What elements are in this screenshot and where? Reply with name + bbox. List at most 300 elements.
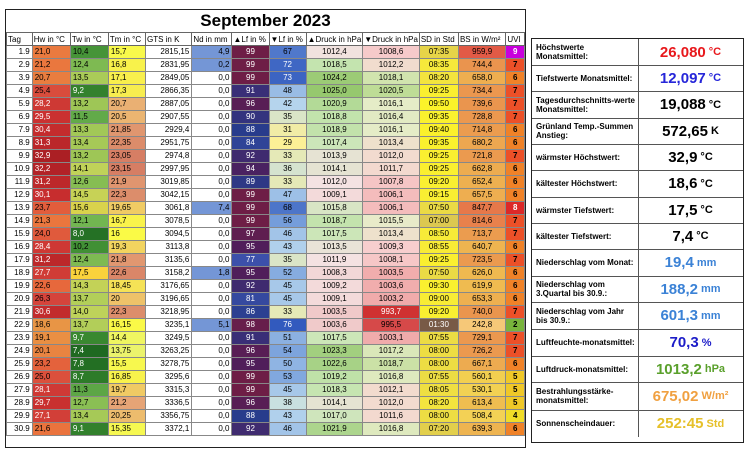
cell-lfmax: 96 — [232, 345, 269, 358]
cell-nd: 0,0 — [192, 176, 232, 189]
cell-sd: 08:20 — [419, 397, 458, 410]
cell-tm: 19,7 — [108, 384, 145, 397]
cell-sd: 09:25 — [419, 150, 458, 163]
cell-tw: 13,7 — [70, 319, 108, 332]
cell-pmax: 1017,4 — [306, 137, 363, 150]
cell-uvi: 7 — [506, 85, 525, 98]
cell-lfmax: 92 — [232, 150, 269, 163]
cell-lfmax: 84 — [232, 137, 269, 150]
cell-tw: 14,1 — [70, 163, 108, 176]
table-row — [7, 358, 525, 371]
cell-hw: 28,2 — [32, 98, 70, 111]
summary-label: Höchstwerte Monatsmittel: — [536, 43, 588, 61]
header-sd: SD in Std — [419, 33, 458, 46]
table-row — [7, 293, 525, 306]
cell-sd: 09:40 — [419, 124, 458, 137]
summary-number: 7,4 — [672, 227, 694, 245]
cell-tw: 9,2 — [70, 85, 108, 98]
summary-number: 18,6 — [668, 175, 698, 192]
cell-bs: 728,8 — [458, 111, 505, 124]
cell-lfmax: 95 — [232, 241, 269, 254]
summary-row — [532, 65, 743, 92]
cell-uvi: 6 — [506, 137, 525, 150]
cell-tw: 9,7 — [70, 332, 108, 345]
cell-pmin: 1012,0 — [363, 397, 420, 410]
cell-bs: 734,4 — [458, 85, 505, 98]
table-row — [7, 228, 525, 241]
header-hw: Hw in °C — [32, 33, 70, 46]
cell-pmax: 1008,3 — [306, 267, 363, 280]
cell-gts: 2951,75 — [145, 137, 191, 150]
cell-sd: 07:20 — [419, 423, 458, 436]
cell-hw: 29,7 — [32, 397, 70, 410]
cell-bs: 626,0 — [458, 267, 505, 280]
summary-number: 19,4 — [664, 254, 694, 271]
cell-bs: 726,2 — [458, 345, 505, 358]
summary-number: 17,5 — [668, 201, 698, 219]
summary-value — [638, 276, 742, 302]
cell-lfmax: 99 — [232, 215, 269, 228]
cell-tw: 12,7 — [70, 397, 108, 410]
table-row — [7, 241, 525, 254]
cell-gts: 3061,8 — [145, 202, 191, 215]
cell-day: 27.9 — [7, 384, 33, 397]
cell-lfmin: 31 — [269, 124, 306, 137]
cell-lfmin: 73 — [269, 72, 306, 85]
summary-number: 1013,2 — [655, 360, 702, 378]
cell-gts: 2887,05 — [145, 98, 191, 111]
cell-uvi: 7 — [506, 59, 525, 72]
cell-tw: 12,4 — [70, 59, 108, 72]
cell-sd: 07:00 — [419, 215, 458, 228]
cell-gts: 3278,75 — [145, 358, 191, 371]
cell-tw: 10,2 — [70, 241, 108, 254]
cell-gts: 3042,15 — [145, 189, 191, 202]
cell-tm: 15,7 — [108, 46, 145, 59]
cell-bs: 739,6 — [458, 98, 505, 111]
cell-pmax: 1003,6 — [306, 319, 363, 332]
cell-gts: 2815,15 — [145, 46, 191, 59]
cell-sd: 09:20 — [419, 176, 458, 189]
cell-hw: 21,0 — [32, 46, 70, 59]
cell-day: 17.9 — [7, 254, 33, 267]
cell-tm: 23,05 — [108, 150, 145, 163]
cell-day: 8.9 — [7, 137, 33, 150]
cell-tm: 16,85 — [108, 371, 145, 384]
cell-day: 15.9 — [7, 228, 33, 241]
cell-sd: 09:25 — [419, 163, 458, 176]
summary-value — [638, 223, 742, 249]
cell-pmin: 1012,0 — [363, 150, 420, 163]
cell-pmax: 1018,3 — [306, 384, 363, 397]
cell-lfmax: 88 — [232, 124, 269, 137]
table-row — [7, 254, 525, 267]
cell-tm: 13,75 — [108, 345, 145, 358]
cell-gts: 3295,6 — [145, 371, 191, 384]
header-day: Tag — [7, 33, 33, 46]
cell-nd: 4,9 — [192, 46, 232, 59]
summary-label: wärmster Höchstwert: — [536, 152, 621, 162]
cell-uvi: 7 — [506, 111, 525, 124]
header-nd: Nd in mm — [192, 33, 232, 46]
cell-gts: 3336,5 — [145, 397, 191, 410]
cell-hw: 24,0 — [32, 228, 70, 241]
cell-gts: 3249,5 — [145, 332, 191, 345]
cell-day: 16.9 — [7, 241, 33, 254]
cell-day: 28.9 — [7, 397, 33, 410]
cell-nd: 0,0 — [192, 215, 232, 228]
summary-label: kältester Tiefstwert: — [536, 231, 612, 241]
cell-day: 14.9 — [7, 215, 33, 228]
cell-bs: 508,4 — [458, 410, 505, 423]
summary-unit: K — [710, 125, 719, 137]
cell-lfmin: 51 — [269, 332, 306, 345]
cell-sd: 09:25 — [419, 254, 458, 267]
header-tw: Tw in °C — [70, 33, 108, 46]
header-tm: Tm in °C — [108, 33, 145, 46]
cell-tw: 8,7 — [70, 371, 108, 384]
cell-bs: 619,9 — [458, 280, 505, 293]
table-row — [7, 371, 525, 384]
cell-uvi: 5 — [506, 384, 525, 397]
cell-uvi: 6 — [506, 267, 525, 280]
cell-lfmin: 33 — [269, 306, 306, 319]
header-pmin: ▼Druck in hPa — [364, 34, 418, 44]
cell-nd: 1,8 — [192, 267, 232, 280]
cell-lfmin: 50 — [269, 358, 306, 371]
cell-bs: 959,9 — [458, 46, 505, 59]
cell-lfmax: 77 — [232, 254, 269, 267]
cell-sd: 08:00 — [419, 345, 458, 358]
summary-row — [532, 276, 743, 303]
summary-value — [638, 91, 742, 118]
summary-label: Niederschlag vom Monat: — [536, 258, 634, 267]
cell-day: 24.9 — [7, 345, 33, 358]
cell-uvi: 8 — [506, 202, 525, 215]
cell-tm: 14,4 — [108, 332, 145, 345]
cell-gts: 3372,1 — [145, 423, 191, 436]
cell-gts: 3356,75 — [145, 410, 191, 423]
summary-value — [638, 382, 742, 410]
cell-lfmax: 96 — [232, 98, 269, 111]
table-row — [7, 384, 525, 397]
cell-gts: 3176,65 — [145, 280, 191, 293]
cell-lfmin: 67 — [269, 46, 306, 59]
cell-lfmin: 46 — [269, 423, 306, 436]
table-row — [7, 202, 525, 215]
summary-label: wärmster Tiefstwert: — [536, 205, 615, 215]
cell-lfmin: 33 — [269, 150, 306, 163]
cell-day: 22.9 — [7, 319, 33, 332]
cell-uvi: 6 — [506, 241, 525, 254]
cell-sd: 09:20 — [419, 306, 458, 319]
cell-uvi: 7 — [506, 150, 525, 163]
cell-uvi: 6 — [506, 163, 525, 176]
cell-pmax: 1014,1 — [306, 397, 363, 410]
cell-tw: 13,7 — [70, 293, 108, 306]
summary-row — [532, 170, 743, 198]
cell-day: 6.9 — [7, 111, 33, 124]
cell-tm: 21,8 — [108, 254, 145, 267]
cell-sd: 09:30 — [419, 280, 458, 293]
cell-bs: 639,3 — [458, 423, 505, 436]
table-row — [7, 163, 525, 176]
cell-pmin: 1016,8 — [363, 371, 420, 384]
cell-uvi: 4 — [506, 410, 525, 423]
cell-day: 19.9 — [7, 280, 33, 293]
summary-value — [638, 39, 742, 65]
summary-value — [638, 329, 742, 356]
cell-pmax: 1018,5 — [306, 59, 363, 72]
summary-value — [638, 170, 742, 197]
cell-lfmin: 72 — [269, 59, 306, 72]
cell-uvi: 6 — [506, 423, 525, 436]
cell-pmax: 1024,2 — [306, 72, 363, 85]
cell-pmin: 1009,3 — [363, 241, 420, 254]
cell-pmin: 1011,7 — [363, 163, 420, 176]
cell-sd: 09:25 — [419, 85, 458, 98]
cell-pmin: 1011,6 — [363, 410, 420, 423]
summary-row — [532, 91, 743, 119]
cell-lfmin: 76 — [269, 319, 306, 332]
cell-lfmax: 89 — [232, 176, 269, 189]
cell-nd: 0,0 — [192, 332, 232, 345]
cell-gts: 3094,5 — [145, 228, 191, 241]
cell-sd: 07:50 — [419, 267, 458, 280]
cell-sd: 08:05 — [419, 384, 458, 397]
summary-row — [532, 197, 743, 224]
cell-pmax: 1023,3 — [306, 345, 363, 358]
cell-lfmax: 95 — [232, 267, 269, 280]
cell-tm: 16,7 — [108, 215, 145, 228]
summary-label: Tiefstwerte Monatsmittel: — [536, 73, 633, 83]
table-row — [7, 176, 525, 189]
cell-hw: 18,6 — [32, 319, 70, 332]
cell-pmax: 1022,6 — [306, 358, 363, 371]
cell-bs: 657,5 — [458, 189, 505, 202]
cell-gts: 3196,65 — [145, 293, 191, 306]
summary-value — [638, 65, 742, 91]
cell-nd: 0,0 — [192, 85, 232, 98]
cell-bs: 560,1 — [458, 371, 505, 384]
cell-tm: 20,5 — [108, 111, 145, 124]
cell-pmax: 1013,5 — [306, 241, 363, 254]
cell-hw: 20,7 — [32, 72, 70, 85]
cell-hw: 32,9 — [32, 150, 70, 163]
summary-label: Niederschlag vom Jahr bis 30.9.: — [536, 306, 625, 325]
cell-nd: 0,0 — [192, 228, 232, 241]
cell-hw: 30,6 — [32, 306, 70, 319]
cell-bs: 713,7 — [458, 228, 505, 241]
cell-pmin: 1020,5 — [363, 85, 420, 98]
summary-row — [532, 223, 743, 250]
cell-uvi: 6 — [506, 358, 525, 371]
summary-row — [532, 410, 743, 437]
summary-row — [532, 329, 743, 357]
cell-bs: 723,5 — [458, 254, 505, 267]
cell-gts: 2849,05 — [145, 72, 191, 85]
summary-label: Luftfeuchte-monatsmittel: — [536, 338, 635, 347]
cell-uvi: 5 — [506, 397, 525, 410]
cell-pmax: 1015,8 — [306, 202, 363, 215]
cell-day: 5.9 — [7, 98, 33, 111]
cell-nd: 0,0 — [192, 397, 232, 410]
table-row — [7, 215, 525, 228]
cell-lfmax: 99 — [232, 371, 269, 384]
cell-nd: 0,0 — [192, 345, 232, 358]
cell-hw: 21,3 — [32, 215, 70, 228]
cell-day: 7.9 — [7, 124, 33, 137]
summary-unit: mm — [700, 283, 721, 295]
cell-pmin: 1013,4 — [363, 228, 420, 241]
cell-sd: 07:55 — [419, 332, 458, 345]
cell-nd: 7,4 — [192, 202, 232, 215]
cell-tm: 20,7 — [108, 98, 145, 111]
cell-uvi: 6 — [506, 280, 525, 293]
cell-pmax: 1018,8 — [306, 111, 363, 124]
cell-bs: 658,0 — [458, 72, 505, 85]
cell-pmax: 1003,5 — [306, 306, 363, 319]
cell-pmin: 1007,8 — [363, 176, 420, 189]
cell-lfmin: 45 — [269, 384, 306, 397]
table-row — [7, 150, 525, 163]
cell-nd: 0,0 — [192, 384, 232, 397]
cell-gts: 2929,4 — [145, 124, 191, 137]
cell-day: 26.9 — [7, 371, 33, 384]
cell-pmin: 1016,1 — [363, 124, 420, 137]
cell-tm: 20,25 — [108, 410, 145, 423]
cell-sd: 08:20 — [419, 72, 458, 85]
summary-number: 70,3 — [669, 334, 699, 351]
summary-value — [638, 249, 742, 276]
cell-tw: 12,1 — [70, 215, 108, 228]
cell-tw: 10,4 — [70, 46, 108, 59]
cell-tm: 19,3 — [108, 241, 145, 254]
summary-label: Tagesdurchschnitts-werte Monatsmittel: — [536, 95, 635, 114]
summary-value — [638, 302, 742, 329]
cell-hw: 21,6 — [32, 423, 70, 436]
summary-number: 188,2 — [660, 280, 698, 298]
header-uvi: UVI — [506, 33, 525, 46]
cell-bs: 653,3 — [458, 293, 505, 306]
table-row — [7, 72, 525, 85]
cell-nd: 0,0 — [192, 306, 232, 319]
cell-nd: 0,0 — [192, 254, 232, 267]
table-row — [7, 85, 525, 98]
cell-tm: 18,45 — [108, 280, 145, 293]
cell-day: 1.9 — [7, 46, 33, 59]
cell-tm: 16,15 — [108, 319, 145, 332]
cell-hw: 28,1 — [32, 384, 70, 397]
cell-lfmax: 99 — [232, 384, 269, 397]
summary-row — [532, 382, 743, 411]
cell-pmax: 1018,7 — [306, 215, 363, 228]
cell-sd: 09:35 — [419, 111, 458, 124]
cell-tw: 13,4 — [70, 410, 108, 423]
cell-pmax: 1009,1 — [306, 293, 363, 306]
cell-pmin: 1018,7 — [363, 358, 420, 371]
cell-lfmin: 35 — [269, 254, 306, 267]
cell-pmin: 1012,2 — [363, 59, 420, 72]
cell-lfmin: 29 — [269, 137, 306, 150]
cell-lfmax: 98 — [232, 319, 269, 332]
cell-sd: 08:00 — [419, 358, 458, 371]
cell-pmax: 1009,1 — [306, 189, 363, 202]
summary-row — [532, 144, 743, 171]
cell-pmax: 1017,0 — [306, 410, 363, 423]
cell-hw: 28,4 — [32, 241, 70, 254]
cell-pmin: 1017,2 — [363, 345, 420, 358]
cell-hw: 19,1 — [32, 332, 70, 345]
cell-uvi: 9 — [506, 46, 525, 59]
cell-tm: 23,15 — [108, 163, 145, 176]
cell-lfmax: 81 — [232, 293, 269, 306]
cell-hw: 23,7 — [32, 202, 70, 215]
cell-uvi: 2 — [506, 319, 525, 332]
header-bs: BS in W/m² — [458, 33, 505, 46]
cell-pmin: 1015,5 — [363, 215, 420, 228]
cell-hw: 22,6 — [32, 280, 70, 293]
cell-lfmin: 53 — [269, 371, 306, 384]
cell-bs: 740,0 — [458, 306, 505, 319]
cell-uvi: 7 — [506, 228, 525, 241]
cell-lfmax: 99 — [232, 46, 269, 59]
cell-lfmax: 99 — [232, 72, 269, 85]
cell-nd: 0,0 — [192, 371, 232, 384]
cell-tw: 13,3 — [70, 124, 108, 137]
cell-tw: 11,5 — [70, 111, 108, 124]
table-row — [7, 189, 525, 202]
cell-nd: 0,0 — [192, 280, 232, 293]
cell-pmin: 1008,6 — [363, 46, 420, 59]
cell-lfmax: 92 — [232, 423, 269, 436]
cell-nd: 0,0 — [192, 124, 232, 137]
cell-pmin: 1008,1 — [363, 254, 420, 267]
table-row — [7, 319, 525, 332]
cell-tw: 13,4 — [70, 137, 108, 150]
cell-tm: 21,85 — [108, 124, 145, 137]
cell-tm: 16,8 — [108, 59, 145, 72]
cell-uvi: 6 — [506, 293, 525, 306]
summary-label: Grünland Temp.-Summen Anstieg: — [536, 122, 634, 140]
cell-pmin: 1012,1 — [363, 384, 420, 397]
cell-pmin: 1016,1 — [363, 98, 420, 111]
cell-nd: 0,0 — [192, 111, 232, 124]
cell-pmax: 1017,5 — [306, 332, 363, 345]
header-lfmin: ▼Lf in % — [269, 33, 306, 46]
summary-number: 26,080 — [659, 43, 706, 61]
cell-hw: 21,2 — [32, 59, 70, 72]
summary-unit: hPa — [704, 363, 726, 375]
summary-number: 601,3 — [660, 307, 698, 324]
cell-gts: 2866,35 — [145, 85, 191, 98]
summary-value — [638, 144, 742, 170]
cell-tm: 17,3 — [108, 85, 145, 98]
cell-gts: 3078,5 — [145, 215, 191, 228]
cell-tw: 14,0 — [70, 306, 108, 319]
cell-pmax: 1011,9 — [306, 254, 363, 267]
summary-number: 252:45 — [656, 415, 704, 432]
cell-lfmax: 86 — [232, 306, 269, 319]
table-row — [7, 397, 525, 410]
cell-pmin: 1003,6 — [363, 280, 420, 293]
cell-tm: 22,6 — [108, 267, 145, 280]
cell-lfmax: 96 — [232, 397, 269, 410]
cell-pmax: 1009,2 — [306, 280, 363, 293]
cell-day: 13.9 — [7, 202, 33, 215]
cell-day: 25.9 — [7, 358, 33, 371]
cell-sd: 09:15 — [419, 189, 458, 202]
